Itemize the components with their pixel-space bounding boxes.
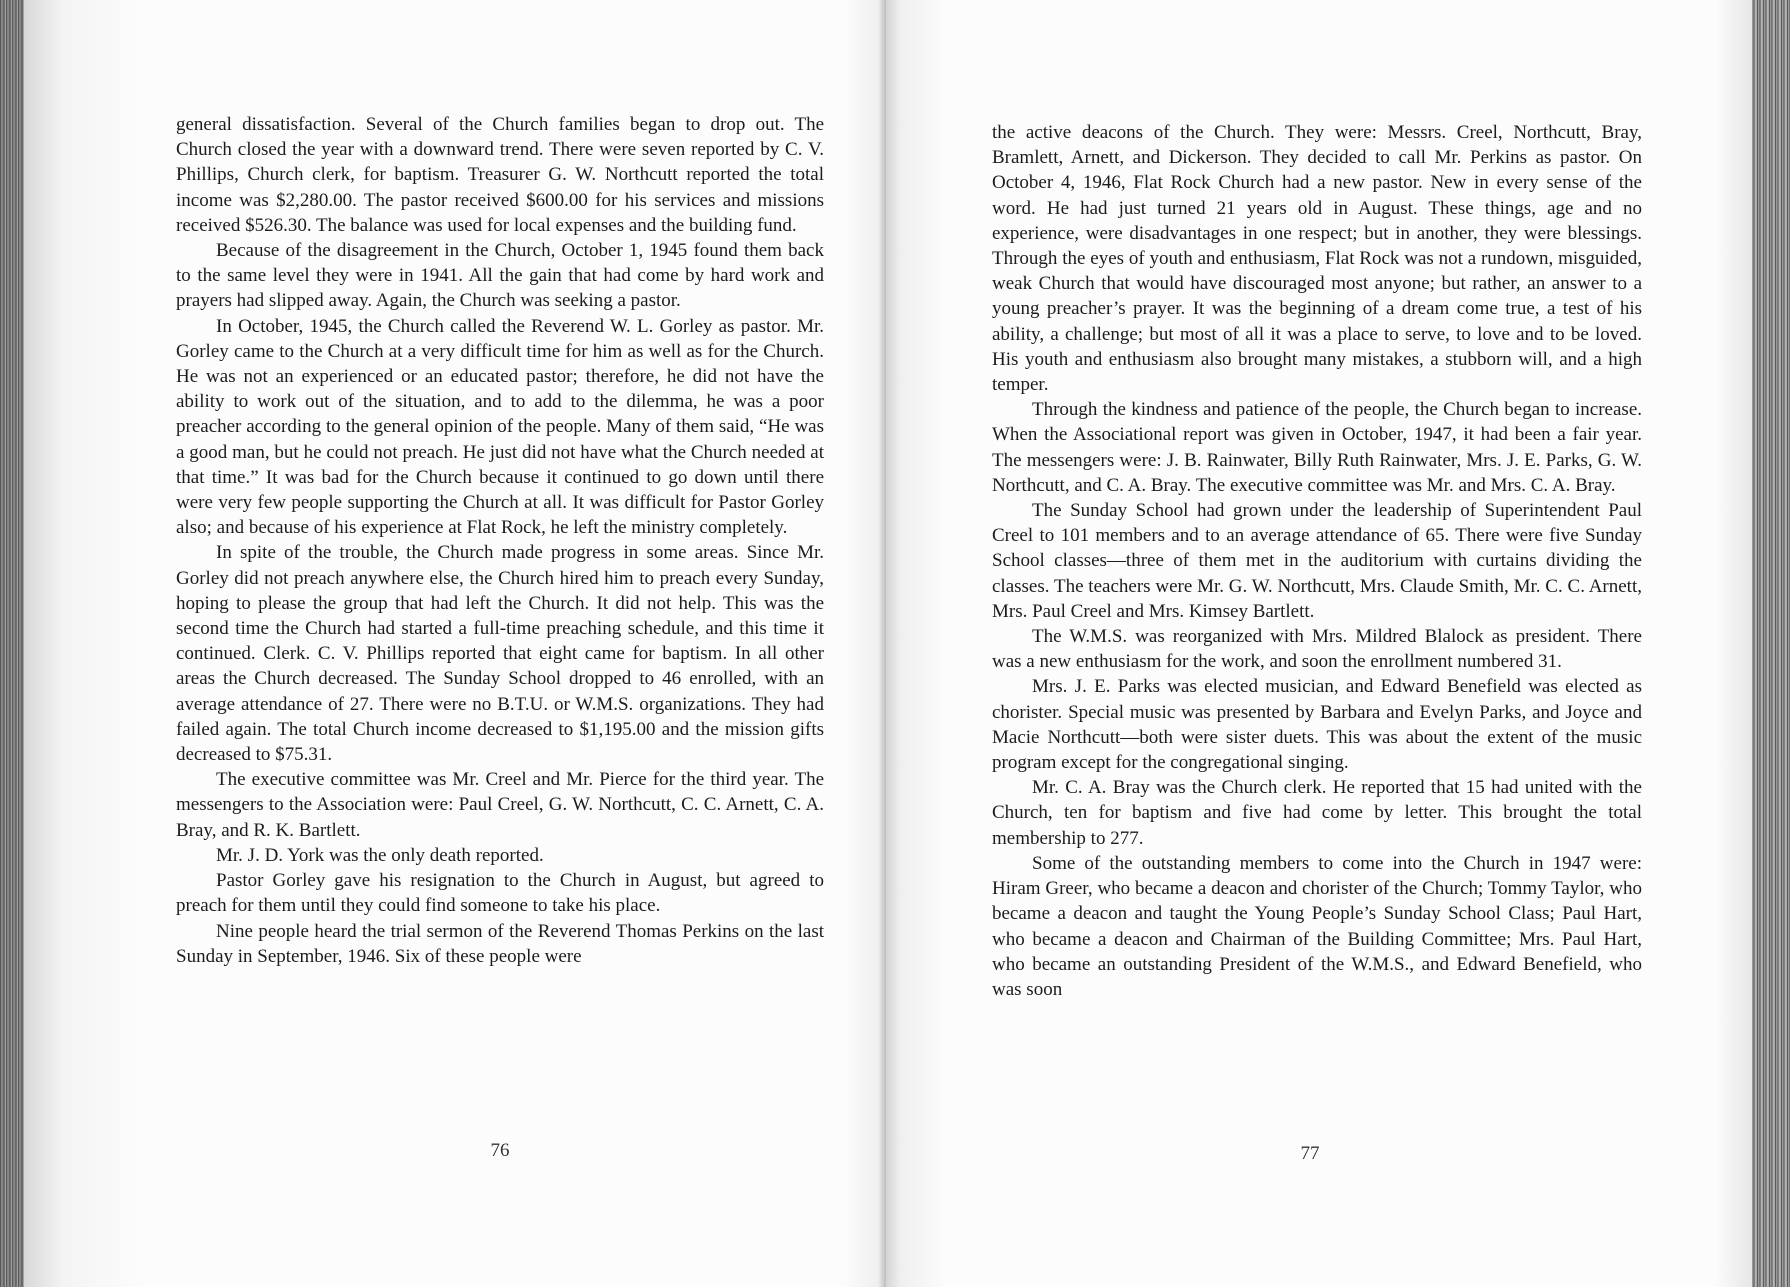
paragraph: In spite of the trouble, the Church made progress in some areas. Since Mr. Gorley did not preach anywhere else, the Church hired him to preach every Sunday, hoping to please the group that had left the Church. It did not help. This was the second time the Church had started a full-time preaching schedule, and this time it continued. Clerk. C. V. Phillips reported that eight came for baptism. In all other areas the Church decreased. The Sunday School dropped to 46 enrolled, with an average attendance of 27. There were no B.T.U. or W.M.S. organizations. They had failed again. The total Church income decreased to $1,195.00 and the mission gifts decreased to $75.31.	[176, 542, 824, 766]
right-page	[886, 0, 1752, 1287]
page-number-left: 76	[490, 1140, 510, 1161]
paragraph: Mr. C. A. Bray was the Church clerk. He reported that 15 had united with the Church, ten for baptism and five had come by letter. This brought the total membership to 277.	[992, 777, 1642, 849]
paragraph: The Sunday School had grown under the leadership of Superintendent Paul Creel to 101 members and to an average attendance of 65. There were five Sunday School classes—three of them met in the auditorium with curtains dividing the classes. The teachers were Mr. G. W. Northcutt, Mrs. Claude Smith, Mr. C. C. Arnett, Mrs. Paul Creel and Mrs. Kimsey Bartlett.	[992, 500, 1642, 622]
paragraph: In October, 1945, the Church called the Reverend W. L. Gorley as pastor. Mr. Gorley came to the Church at a very difficult time for him as well as for the Church. He was not an experienced or an educated pastor; therefore, he did not have the ability to work out of the situation, and to add to the dilemma, he was a poor preacher according to the general opinion of the people. Many of them said, “He was a good man, but he could not preach. He just did not have what the Church needed at that time.” It was bad for the Church because it continued to go down until there were very few people supporting the Church at all. It was difficult for Pastor Gorley also; and because of his experience at Flat Rock, he left the ministry completely.	[176, 315, 824, 539]
page-number-right: 77	[1300, 1143, 1320, 1164]
paragraph: the active deacons of the Church. They were: Messrs. Creel, Northcutt, Bray, Bramlett, Arnett, and Dickerson. They decided to call Mr. Perkins as pastor. On October 4, 1946, Flat Rock Church had a new pastor. New in every sense of the word. He had just turned 21 years old in August. These things, age and no experience, were disadvantages in one respect; but in another, they were blessings. Through the eyes of youth and enthusiasm, Flat Rock was not a rundown, misguided, weak Church that would have discouraged most anyone; but rather, an answer to a young preacher’s prayer. It was the beginning of a dream come true, a test of his ability, a challenge; but most of all it was a place to serve, to love and to be loved. His youth and enthusiasm also brought many mistakes, a stubborn will, and a high temper.	[992, 122, 1642, 396]
paragraph: Mr. J. D. York was the only death reported.	[216, 844, 544, 866]
paragraph: The W.M.S. was reorganized with Mrs. Mildred Blalock as president. There was a new enthusiasm for the work, and soon the enrollment numbered 31.	[992, 626, 1642, 673]
right-page-edges	[1752, 0, 1790, 1287]
paragraph: Nine people heard the trial sermon of the Reverend Thomas Perkins on the last Sunday in September, 1946. Six of these people were	[176, 920, 824, 967]
paragraph: Because of the disagreement in the Church, October 1, 1945 found them back to the same level they were in 1941. All the gain that had come by hard work and prayers had slipped away. Again, the Church was seeking a pastor.	[176, 240, 824, 312]
right-page-body	[992, 120, 1642, 1002]
paragraph: Pastor Gorley gave his resignation to the Church in August, but agreed to preach for them until they could find someone to take his place.	[176, 870, 824, 917]
paragraph: Mrs. J. E. Parks was elected musician, and Edward Benefield was elected as chorister. Special music was presented by Barbara and Evelyn Parks, and Joyce and Macie Northcutt—both were sister duets. This was about the extent of the music program except for the congregational singing.	[992, 676, 1642, 774]
left-page-body	[176, 112, 824, 969]
left-page-edges	[0, 0, 24, 1287]
paragraph: general dissatisfaction. Several of the Church families began to drop out. The Church closed the year with a downward trend. There were seven reported by C. V. Phillips, Church clerk, for baptism. Treasurer G. W. Northcutt reported the total income was $2,280.00. The pastor received $600.00 for his services and missions received $526.30. The balance was used for local expenses and the building fund.	[176, 114, 824, 236]
paragraph: Some of the outstanding members to come into the Church in 1947 were: Hiram Greer, who became a deacon and chorister of the Church; Tommy Taylor, who became a deacon and taught the Young People’s Sunday School Class; Paul Hart, who became a deacon and Chairman of the Building Committee; Mrs. Paul Hart, who became an outstanding President of the W.M.S., and Edward Benefield, who was soon	[992, 852, 1642, 1000]
left-page	[24, 0, 886, 1287]
paragraph: The executive committee was Mr. Creel and Mr. Pierce for the third year. The messengers to the Association were: Paul Creel, G. W. Northcutt, C. C. Arnett, C. A. Bray, and R. K. Bartlett.	[176, 769, 824, 841]
paragraph: Through the kindness and patience of the people, the Church began to increase. When the Associational report was given in October, 1947, it had been a fair year. The messengers were: J. B. Rainwater, Billy Ruth Rainwater, Mrs. J. E. Parks, G. W. Northcutt, and C. A. Bray. The executive committee was Mr. and Mrs. C. A. Bray.	[992, 399, 1642, 496]
